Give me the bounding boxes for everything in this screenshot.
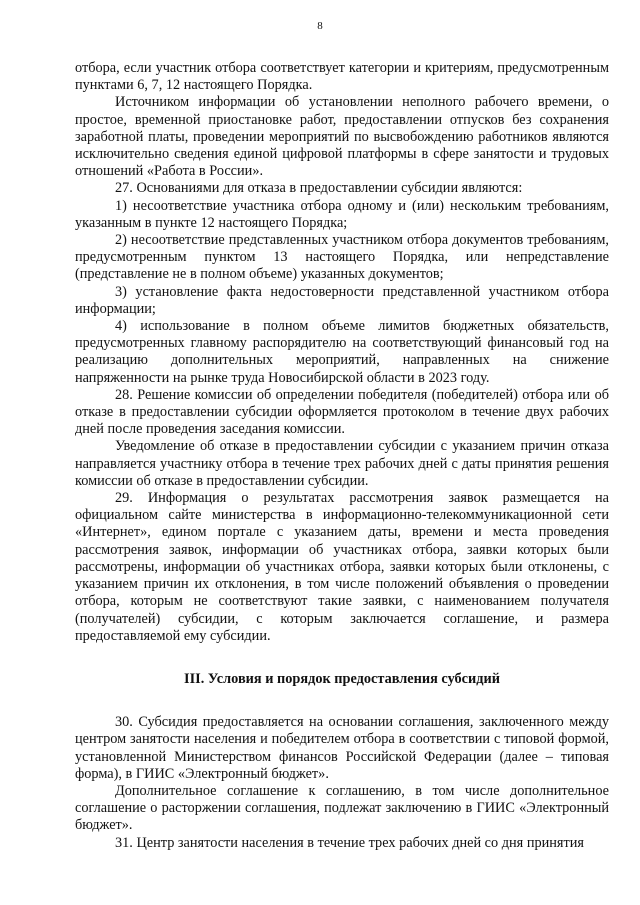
paragraph: 31. Центр занятости населения в течение трех рабочих дней со дня принятия [115, 834, 584, 851]
paragraph: 3) установление факта недостоверности представленной участником отбора информации; [75, 283, 609, 317]
paragraph: Источником информации об установлении неполного рабочего времени, о простое, временной приостановке работ, предоставлении отпусков без сохранения заработной платы, проведении мероприятий по высвобождению работников являются исключительно сведения единой цифровой платформы в сфере занятости и трудовых отношений «Работа в России». [75, 94, 609, 180]
paragraph: Уведомление об отказе в предоставлении субсидии с указанием причин отказа направляется участнику отбора в течение трех рабочих дней с даты принятия решения комиссии об отказе в предоставлении субсидии. [75, 438, 609, 489]
paragraph: 29. Информация о результатах рассмотрения заявок размещается на официальном сайте министерства в информационно-телекоммуникационной сети «Интернет», едином портале с указанием даты, времени и места проведения рассмотрения заявок, информации об участниках отбора, заявки которых были рассмотрены, информации об участниках отбора, заявки которых были отклонены, с указанием причин их отклонения, в том числе положений объявления о проведении отбора, которым не соответствуют такие заявки, с наименованием получателя (получателей) субсидии, с которым заключается соглашение, и размера предоставляемой ему субсидии. [75, 490, 609, 644]
paragraphs-after-heading [75, 714, 609, 852]
paragraphs-before-heading [75, 60, 609, 645]
paragraph: отбора, если участник отбора соответствует категории и критериям, предусмотренным пунктами 6, 7, 12 настоящего Порядка. [75, 60, 609, 94]
paragraph: Дополнительное соглашение к соглашению, в том числе дополнительное соглашение о расторжении соглашения, подлежат заключению в ГИИС «Электронный бюджет». [75, 782, 609, 834]
paragraph: 27. Основаниями для отказа в предоставлении субсидии являются: [115, 180, 523, 197]
paragraph: 2) несоответствие представленных участником отбора документов требованиям, предусмотренным пунктом 13 настоящего Порядка, или непредставление (представление не в полном объеме) указанных документов; [75, 232, 609, 283]
paragraph: 30. Субсидия предоставляется на основании соглашения, заключенного между центром занятости населения и победителем отбора в соответствии с типовой формой, установленной Министерством финансов Российской Федерации (далее – типовая форма), в ГИИС «Электронный бюджет». [75, 714, 609, 782]
paragraph: 4) использование в полном объеме лимитов бюджетных обязательств, предусмотренных главному распорядителю на соответствующий финансовый год на реализацию дополнительных мероприятий, направленных на снижение напряженности на рынке труда Новосибирской области в 2023 году. [75, 318, 609, 386]
document-body [75, 60, 609, 852]
section-heading: III. Условия и порядок предоставления субсидий [184, 670, 500, 687]
paragraph: 1) несоответствие участника отбора одному и (или) нескольким требованиям, указанным в пункте 12 настоящего Порядка; [75, 197, 609, 231]
paragraph: 28. Решение комиссии об определении победителя (победителей) отбора или об отказе в предоставлении субсидии оформляется протоколом в течение двух рабочих дней после проведения заседания комиссии. [75, 386, 609, 438]
page-number: 8 [317, 20, 323, 32]
